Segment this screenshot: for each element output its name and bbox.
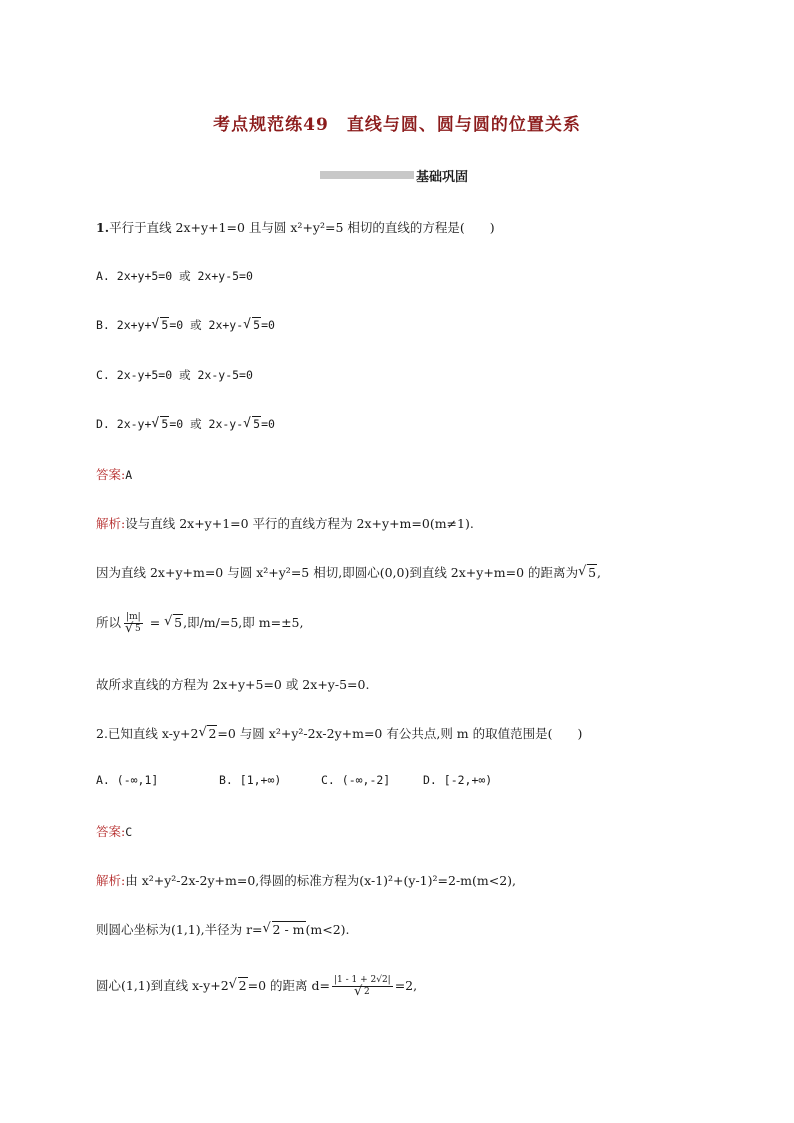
sqrt-symbol xyxy=(151,417,169,431)
q2-answer-value: C xyxy=(125,825,133,839)
q2-analysis-3-c: =0 的距离 d= xyxy=(247,978,330,993)
q1-option-b-rad2: 5 xyxy=(253,318,261,332)
fraction xyxy=(332,975,393,998)
fraction-denominator xyxy=(352,987,373,998)
q2-stem-c: =0 与圆 x²+y²-2x-2y+m=0 有公共点,则 m 的取值范围是( ) xyxy=(217,726,583,741)
q1-analysis-2 xyxy=(96,563,601,581)
q1-option-b-a: B. 2x+y+ xyxy=(96,318,152,332)
sqrt-symbol xyxy=(198,726,217,741)
q1-stem xyxy=(96,218,495,236)
sqrt-symbol xyxy=(125,624,142,635)
q1-analysis-label: 解析: xyxy=(96,516,126,531)
q1-stem-text-b: x+y+1=0 且与圆 x²+y²=5 相切的直线的方程是( ) xyxy=(183,220,495,235)
fraction-numerator: |1 - 1 + 2√2| xyxy=(333,975,391,985)
q1-analysis-4: 故所求直线的方程为 2x+y+5=0 或 2x+y-5=0. xyxy=(96,677,370,692)
q2-analysis-3-rad: 2 xyxy=(238,978,247,993)
q1-answer-label: 答案: xyxy=(96,467,126,482)
q1-number: 1. xyxy=(96,220,110,235)
sqrt-symbol xyxy=(578,565,597,580)
q2-analysis-1 xyxy=(96,871,516,889)
q1-analysis-3 xyxy=(96,612,303,635)
q1-option-d-e: =0 xyxy=(261,417,275,431)
q1-analysis-3-a: 所以 xyxy=(96,615,122,630)
q1-analysis-3-rad: 5 xyxy=(174,615,183,630)
q2-stem-a: 2.已知直线 x-y+2 xyxy=(96,726,199,741)
sqrt-symbol xyxy=(151,318,169,332)
q1-analysis-2-rad: 5 xyxy=(588,565,597,580)
q2-analysis-2 xyxy=(96,920,350,938)
q2-analysis-2-c: (m<2). xyxy=(305,922,350,937)
q1-answer-value: A xyxy=(125,468,133,482)
section-bar xyxy=(320,171,414,179)
q2-option-d: D. [-2,+∞) xyxy=(423,773,493,787)
q1-analysis-2-c: , xyxy=(597,565,602,580)
q1-option-a: A. 2x+y+5=0 或 2x+y-5=0 xyxy=(96,269,253,283)
q1-option-d-rad1: 5 xyxy=(161,417,169,431)
fraction-den-rad: 5 xyxy=(135,624,141,634)
q2-option-a: A. (-∞,1] xyxy=(96,773,159,787)
q1-analysis-3-b: = xyxy=(145,615,165,630)
fraction-numerator: |m| xyxy=(126,612,141,622)
sqrt-symbol xyxy=(354,987,371,998)
q1-option-b-rad1: 5 xyxy=(161,318,169,332)
q2-options xyxy=(96,773,492,787)
fraction-den-rad: 2 xyxy=(363,987,370,997)
q1-option-b-c: =0 或 2x+y- xyxy=(169,318,244,332)
q1-option-d-c: =0 或 2x-y- xyxy=(169,417,244,431)
q2-option-b: B. [1,+∞) xyxy=(219,773,282,787)
q2-answer-label: 答案: xyxy=(96,824,126,839)
sqrt-symbol xyxy=(243,318,261,332)
q2-analysis-1-text: 由 x²+y²-2x-2y+m=0,得圆的标准方程为(x-1)²+(y-1)²=2-m(m<2), xyxy=(125,873,517,888)
q1-stem-text-a: 平行于直线 2 xyxy=(109,220,184,235)
q1-option-d-a: D. 2x-y+ xyxy=(96,417,152,431)
page-title: 考点规范练49 直线与圆、圆与圆的位置关系 xyxy=(213,115,581,135)
q2-analysis-2-a: 则圆心坐标为(1,1),半径为 r= xyxy=(96,922,263,937)
q2-option-c: C. (-∞,-2] xyxy=(321,773,391,787)
q1-analysis-1-text: 设与直线 2x+y+1=0 平行的直线方程为 2x+y+m=0(m≠1). xyxy=(125,516,474,531)
q1-option-c: C. 2x-y+5=0 或 2x-y-5=0 xyxy=(96,368,253,382)
sqrt-symbol xyxy=(229,978,248,993)
q2-analysis-2-rad: 2 - m xyxy=(272,922,305,937)
q1-analysis-2-a: 因为直线 2x+y+m=0 与圆 x²+y²=5 相切,即圆心(0,0)到直线 2x+y+m=0 的距离为 xyxy=(96,565,579,580)
fraction-denominator xyxy=(123,624,144,635)
q1-option-d xyxy=(96,416,275,432)
q2-stem-rad: 2 xyxy=(208,726,217,741)
q2-analysis-3-a: 圆心(1,1)到直线 x-y+2 xyxy=(96,978,229,993)
q2-analysis-3 xyxy=(96,975,417,998)
q1-option-d-rad2: 5 xyxy=(253,417,261,431)
fraction xyxy=(123,612,144,635)
q1-option-b-e: =0 xyxy=(261,318,275,332)
sqrt-symbol xyxy=(243,417,261,431)
sqrt-symbol xyxy=(164,615,183,630)
q2-analysis-3-d: =2, xyxy=(394,978,418,993)
q2-analysis-label: 解析: xyxy=(96,873,126,888)
q1-analysis-3-d: ,即/m/=5,即 m=±5, xyxy=(183,615,304,630)
q2-answer xyxy=(96,822,132,840)
q1-option-b xyxy=(96,317,275,333)
sqrt-symbol xyxy=(263,922,306,937)
q1-analysis-1 xyxy=(96,514,474,532)
q1-answer xyxy=(96,465,132,483)
q2-stem xyxy=(96,724,582,742)
section-label: 基础巩固 xyxy=(416,170,469,185)
